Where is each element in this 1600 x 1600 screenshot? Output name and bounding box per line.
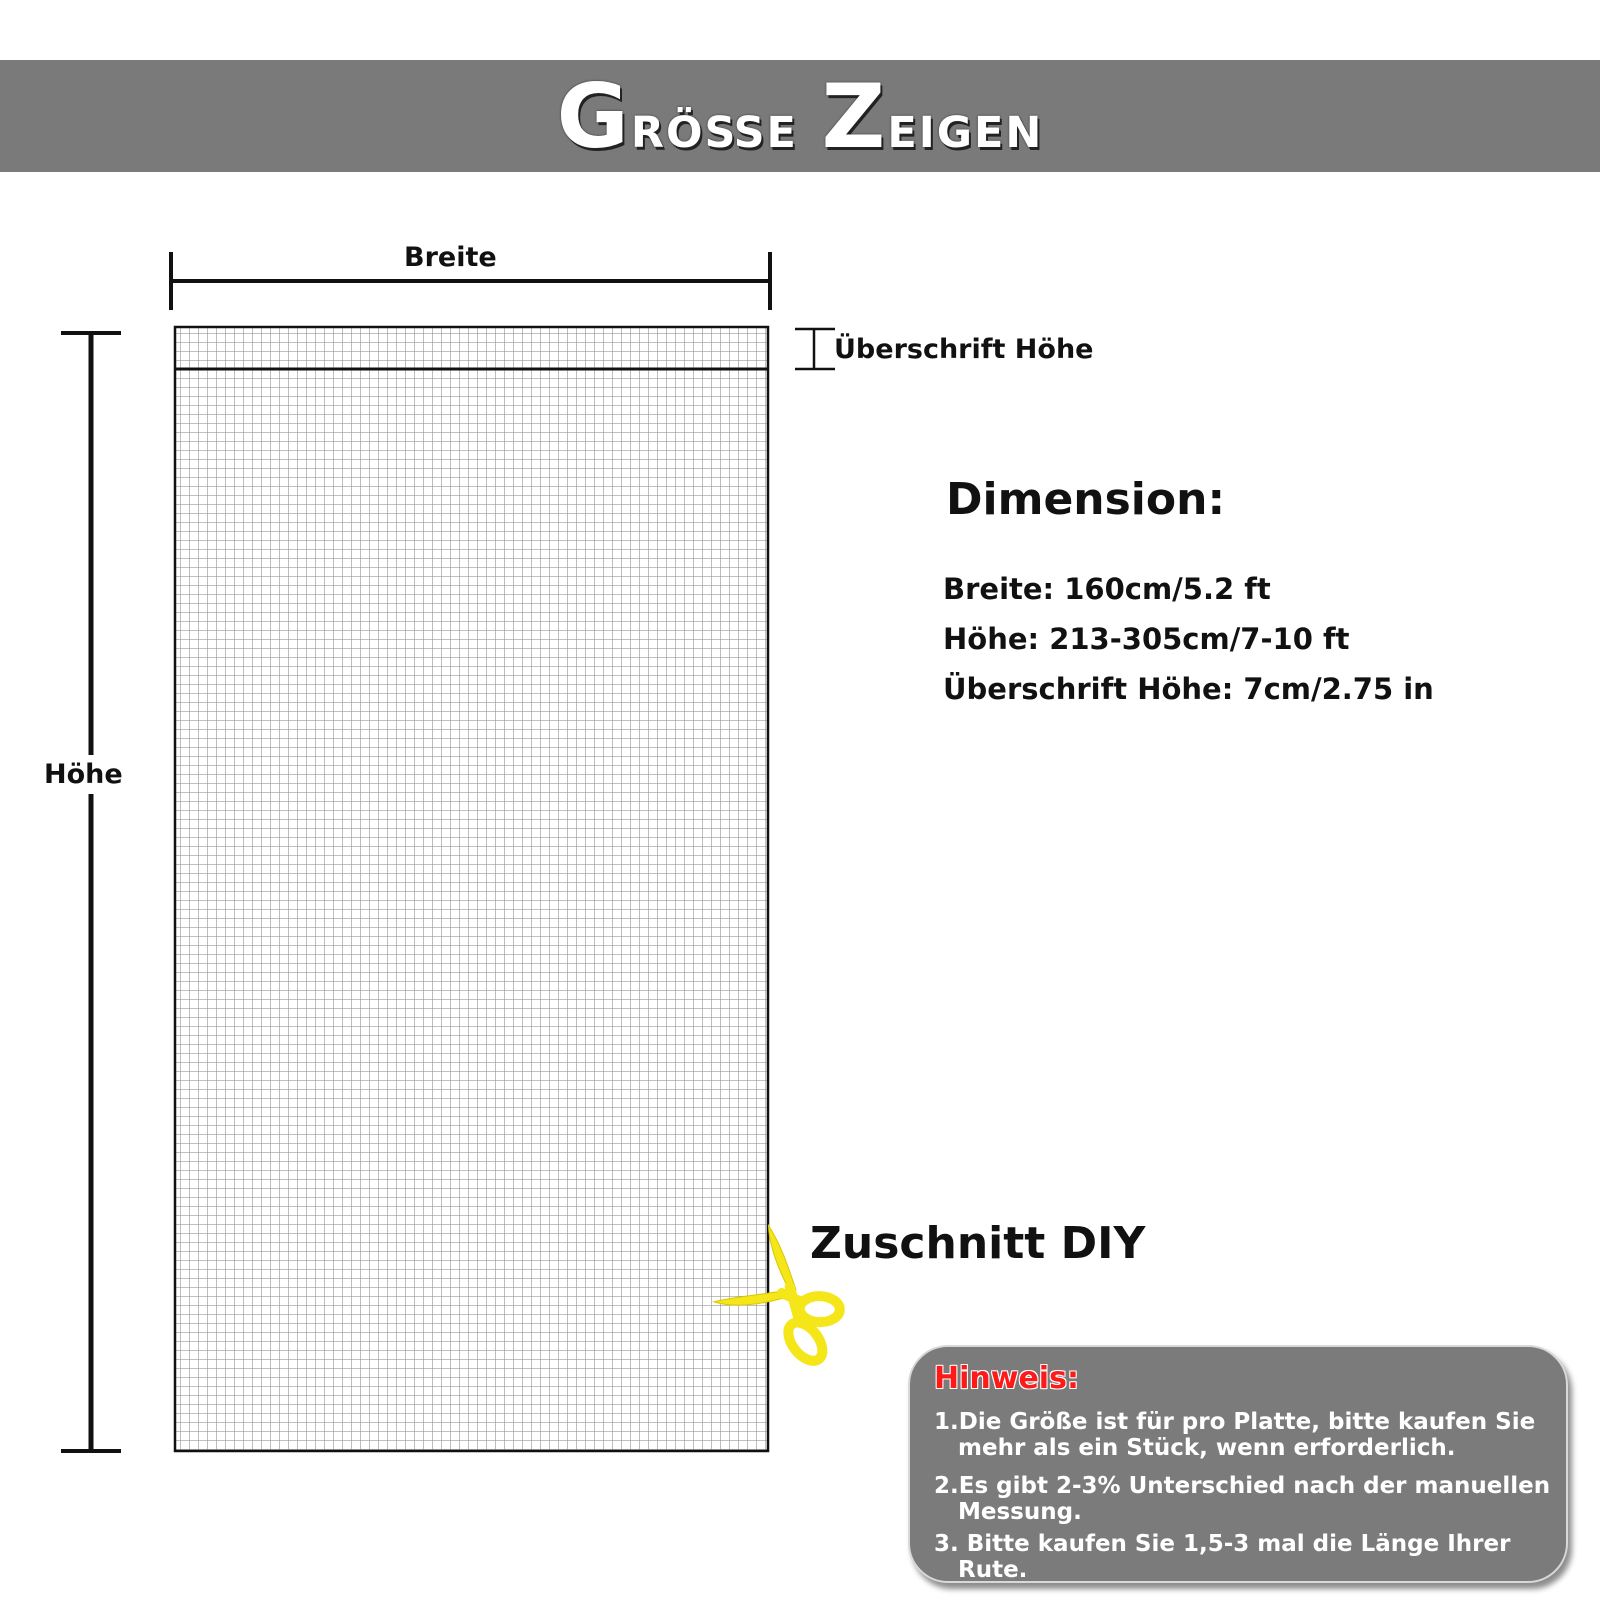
note-item-2: 2.Es gibt 2-3% Unterschied nach der manuellen Messung. xyxy=(934,1473,1551,1525)
note-box xyxy=(908,1345,1568,1583)
title-initial-1: G xyxy=(556,65,631,168)
mesh-panel xyxy=(175,327,768,1451)
height-label: Höhe xyxy=(44,755,123,794)
width-label: Breite xyxy=(404,242,497,273)
height-dimension-line xyxy=(61,333,121,1451)
dimension-width: Breite: 160cm/5.2 ft xyxy=(943,572,1271,606)
title-initial-2: Z xyxy=(821,65,888,168)
note-item-1: 1.Die Größe ist für pro Platte, bitte kaufen Sie mehr als ein Stück, wenn erforderlich. xyxy=(934,1409,1536,1461)
note-title: Hinweis: xyxy=(934,1361,1079,1396)
title-word-1: röße xyxy=(630,89,822,162)
cut-diy-label: Zuschnitt DIY xyxy=(810,1218,1146,1269)
dimension-title: Dimension: xyxy=(946,474,1226,525)
dimension-height: Höhe: 213-305cm/7-10 ft xyxy=(943,622,1350,656)
note-item-3: 3. Bitte kaufen Sie 1,5-3 mal die Länge Ihrer Rute. xyxy=(934,1531,1511,1583)
header-height-marker xyxy=(795,329,835,369)
header-height-label: Überschrift Höhe xyxy=(834,334,1094,365)
title-word-2: eigen xyxy=(887,89,1044,162)
dimension-header-height: Überschrift Höhe: 7cm/2.75 in xyxy=(943,672,1434,706)
